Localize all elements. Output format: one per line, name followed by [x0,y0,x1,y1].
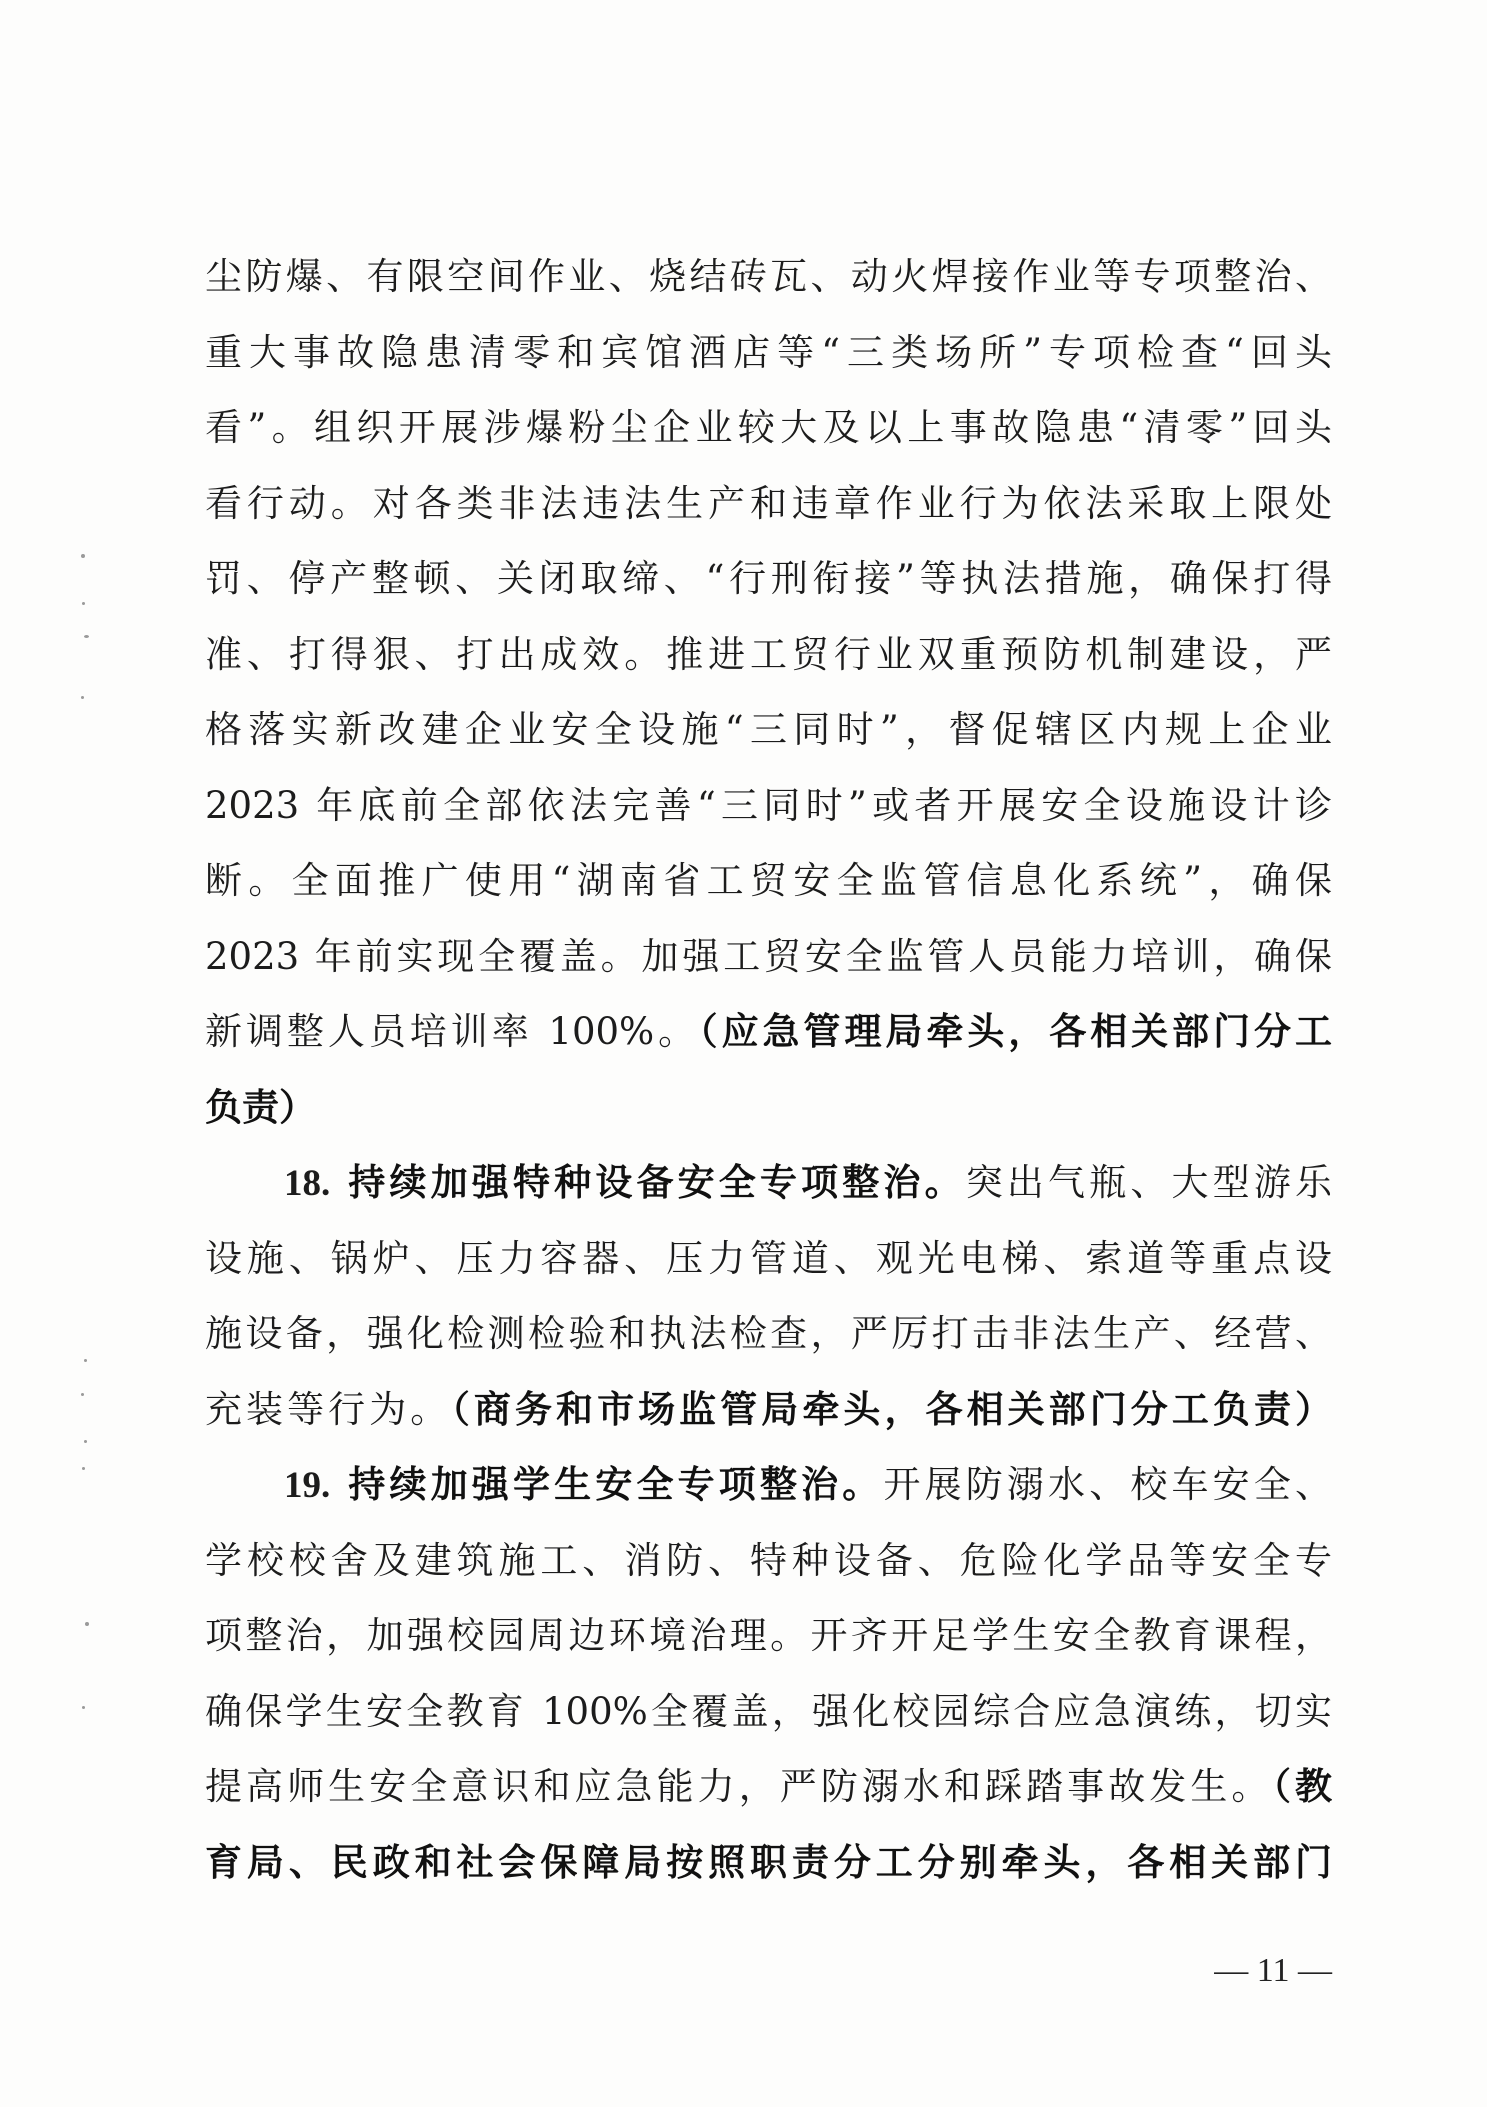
item-heading: 持续加强特种设备安全专项整治。 [344,1160,966,1204]
text-line [205,315,1332,391]
scan-speck [81,696,84,699]
document-body [205,239,1332,1900]
scan-speck [81,1393,84,1396]
text-line [205,1825,1332,1901]
text-line [205,1221,1332,1297]
body-text: 设施、锅炉、压力容器、压力管道、观光电梯、索道等重点设 [205,1236,1332,1280]
responsible-department-note: （商务和市场监管局牵头，各相关部门分工负责） [451,1386,1332,1431]
scan-speck [84,1359,87,1362]
scan-speck [82,1467,85,1470]
responsible-department-note: 育局、民政和社会保障局按照职责分工分别牵头，各相关部门 [205,1839,1332,1884]
scan-speck [84,635,89,638]
body-text: 确保学生安全教育 100%全覆盖，强化校园综合应急演练，切实 [205,1689,1332,1733]
text-line [205,994,1332,1070]
body-text: 格落实新改建企业安全设施“三同时”，督促辖区内规上企业 [205,708,1332,751]
text-line [205,239,1332,315]
text-line [205,1674,1332,1750]
text-line [205,1372,1332,1448]
scan-speck [85,1622,89,1626]
text-line [205,692,1332,768]
body-text: 2023 年前实现全覆盖。加强工贸安全监管人员能力培训，确保 [205,934,1332,978]
responsible-department-note: （应急管理局牵头，各相关部门分工 [699,1009,1332,1053]
text-line [205,466,1332,542]
item-heading-line [205,1145,1332,1221]
body-text: 准、打得狠、打出成效。推进工贸行业双重预防机制建设，严 [205,632,1332,676]
body-text: 看行动。对各类非法违法生产和违章作业行为依法采取上限处 [205,481,1332,525]
text-line [205,1598,1332,1674]
text-line [205,1749,1332,1825]
responsible-department-note: 负责） [205,1084,316,1129]
body-text: 尘防爆、有限空间作业、烧结砖瓦、动火焊接作业等专项整治、 [205,255,1332,298]
scan-speck [81,554,85,558]
text-line [205,1523,1332,1599]
item-heading: 持续加强学生安全专项整治。 [344,1462,884,1506]
text-line [205,617,1332,693]
text-line [205,768,1332,844]
text-line [205,919,1332,995]
page-number: — 11 — [1214,1952,1332,1989]
body-text: 新调整人员培训率 100%。 [205,1010,700,1053]
body-text: 充装等行为。 [205,1387,452,1431]
body-text: 重大事故隐患清零和宾馆酒店等“三类场所”专项检查“回头 [205,330,1332,374]
body-text: 项整治，加强校园周边环境治理。开齐开足学生安全教育课程， [205,1614,1332,1657]
item-heading-line [205,1447,1332,1523]
body-text: 施设备，强化检测检验和执法检查，严厉打击非法生产、经营、 [205,1312,1332,1355]
item-number: 18. [284,1163,331,1204]
body-text: 提高师生安全意识和应急能力，严防溺水和踩踏事故发生。 [205,1765,1273,1808]
scan-speck [84,1440,87,1443]
text-line [205,541,1332,617]
body-text: 看”。组织开展涉爆粉尘企业较大及以上事故隐患“清零”回头 [205,406,1332,449]
body-text: 2023 年底前全部依法完善“三同时”或者开展安全设施设计诊 [205,783,1332,827]
text-line [205,390,1332,466]
text-line [205,843,1332,919]
body-text: 学校校舍及建筑施工、消防、特种设备、危险化学品等安全专 [205,1538,1332,1582]
text-line [205,1296,1332,1372]
body-text: 开展防溺水、校车安全、 [883,1463,1332,1506]
responsible-department-note: （教 [1272,1764,1332,1808]
body-text: 断。全面推广使用“湖南省工贸安全监管信息化系统”，确保 [205,859,1332,902]
text-line [205,1070,1332,1146]
item-number: 19. [284,1465,331,1506]
scan-speck [82,602,85,605]
body-text: 突出气瓶、大型游乐 [965,1161,1332,1204]
body-text: 罚、停产整顿、关闭取缔、“行刑衔接”等执法措施，确保打得 [205,557,1332,600]
scan-speck [82,1706,85,1709]
